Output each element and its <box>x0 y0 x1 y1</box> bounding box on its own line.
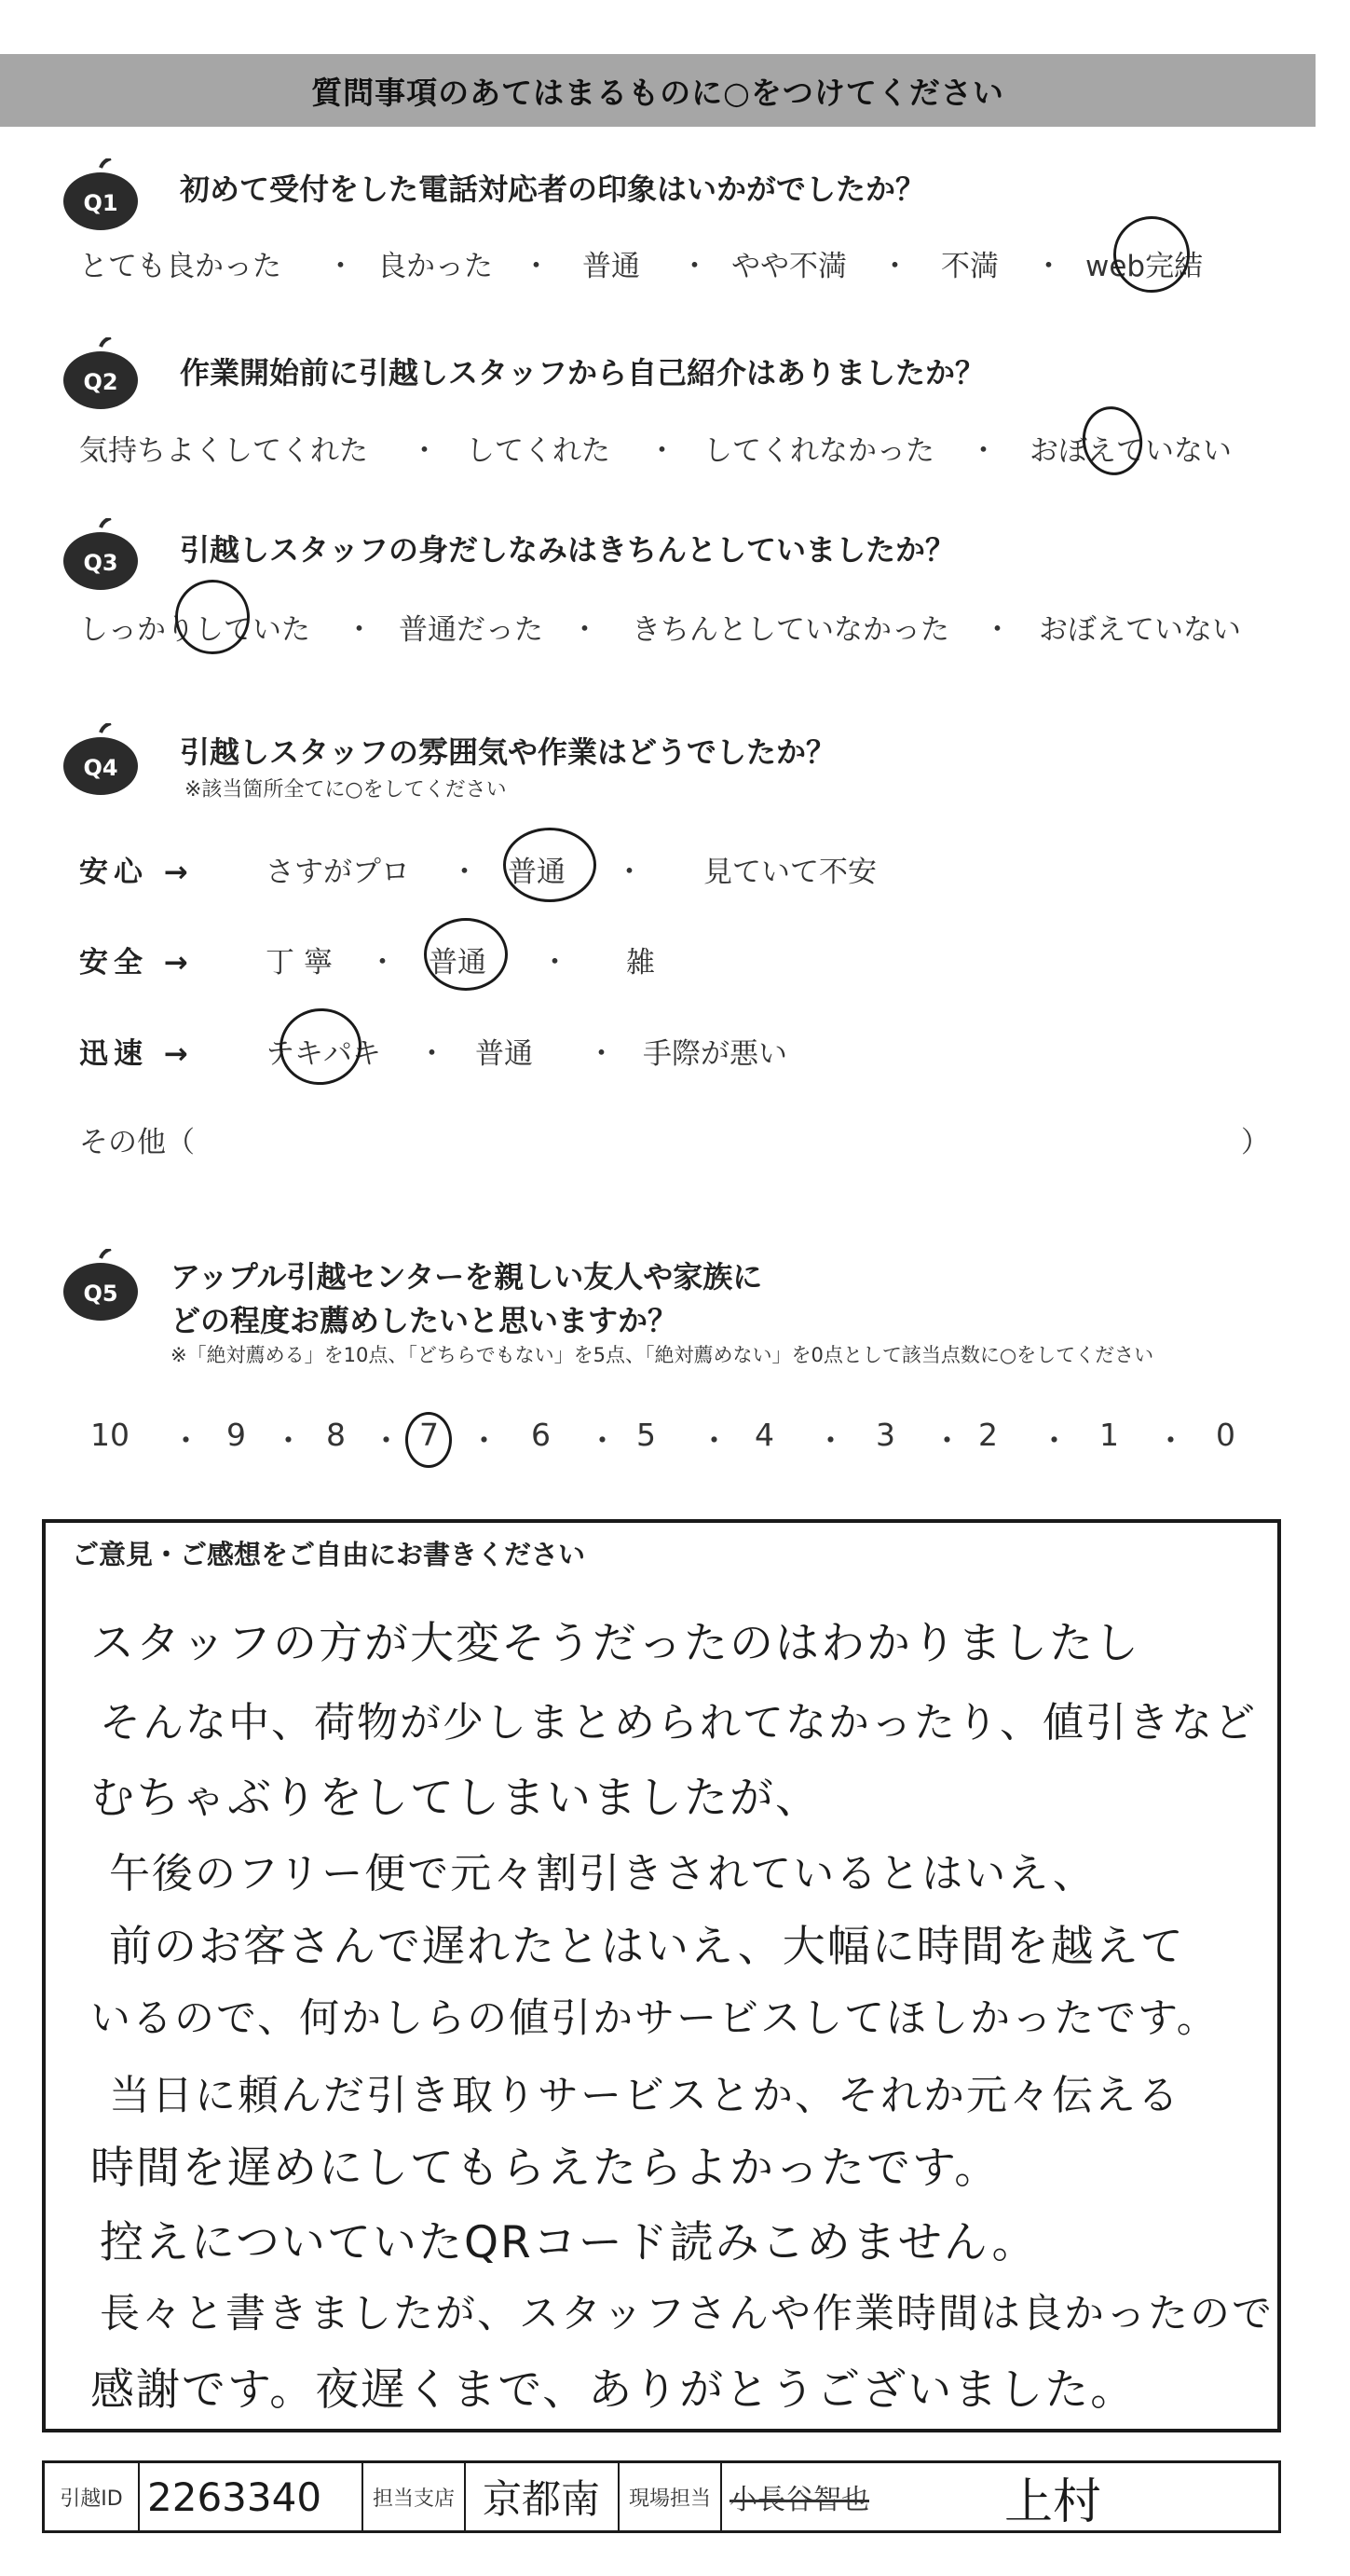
apple-badge-icon <box>61 158 141 231</box>
footer-table <box>42 2460 1281 2533</box>
apple-badge-icon <box>61 518 141 591</box>
q1-option-1[interactable]: とても良かった <box>79 250 281 283</box>
comments-title: ご意見・ご感想をご自由にお書きください <box>72 1539 586 1570</box>
scale-10[interactable]: 10 <box>90 1417 130 1453</box>
comment-line-4: 午後のフリー便で元々割引きされているとはいえ、 <box>109 1850 1096 1898</box>
q2-question: 作業開始前に引越しスタッフから自己紹介はありましたか？ <box>180 355 986 391</box>
scale-1[interactable]: 1 <box>1099 1417 1119 1453</box>
move-id-value: 2263340 <box>147 2473 322 2520</box>
q4-row-3-option-1[interactable]: テキパキ <box>266 1037 381 1071</box>
q1-option-3[interactable]: 普通 <box>582 250 640 283</box>
staff-label: 現場担当 <box>620 2463 720 2530</box>
scale-0[interactable]: 0 <box>1216 1417 1235 1453</box>
scale-4[interactable]: 4 <box>755 1417 774 1453</box>
q1-option-4[interactable]: やや不満 <box>731 250 847 283</box>
scale-7[interactable]: 7 <box>419 1417 439 1453</box>
q1-option-2[interactable]: 良かった <box>377 250 493 283</box>
q4-row-3-selection-circle <box>275 1003 367 1089</box>
comment-line-8: 時間を遅めにしてもらえたらよかったです。 <box>90 2143 1001 2194</box>
scale-3[interactable]: 3 <box>876 1417 895 1453</box>
apple-badge-icon <box>61 337 141 410</box>
branch-label: 担当支店 <box>363 2463 464 2530</box>
q4-row-1-label: 安心 → <box>79 856 194 889</box>
comment-line-7: 当日に頼んだ引き取りサービスとか、それか元々伝える <box>109 2072 1180 2119</box>
comment-line-2: そんな中、荷物が少しまとめられてなかったり、値引きなど <box>100 1699 1257 1747</box>
q1-option-6[interactable]: web完結 <box>1085 250 1204 283</box>
q4-row-2-option-1[interactable]: 丁寧 <box>266 946 342 980</box>
staff-struck-text: 小長谷智也 <box>730 2484 869 2516</box>
scale-2[interactable]: 2 <box>978 1417 998 1453</box>
comment-line-10: 長々と書きましたが、スタッフさんや作業時間は良かったので <box>100 2291 1274 2337</box>
comment-line-9: 控えについていたQRコード読みこめません。 <box>100 2217 1038 2268</box>
header-title: 質問事項のあてはまるものに○をつけてください <box>311 74 1004 111</box>
q2-badge-label: Q2 <box>83 369 118 395</box>
q4-row-2-selection-circle <box>424 918 508 991</box>
q5-scale: 10 ・ 9 ・ 8 ・ 7 ・ 6 ・ 5 ・ 4 ・ 3 ・ 2 ・ 1 ・ 0 <box>90 1417 1235 1459</box>
q4-row-2-label: 安全 → <box>79 946 194 980</box>
q1-badge <box>61 158 141 231</box>
q2-badge <box>61 337 141 410</box>
q5-question-line-1: アップル引越センターを親しい友人や家族に <box>170 1259 763 1295</box>
q5-selection-circle <box>405 1412 452 1468</box>
q2-option-4[interactable]: おぼえていない <box>1030 434 1232 468</box>
q4-badge-label: Q4 <box>83 755 118 781</box>
q4-other-close: ） <box>1241 1126 1270 1159</box>
staff-value: 上村 <box>1004 2473 1102 2530</box>
q3-option-3[interactable]: きちんとしていなかった <box>632 613 949 647</box>
q4-row-2-option-2[interactable]: 普通 <box>429 946 486 980</box>
scale-9[interactable]: 9 <box>226 1417 246 1453</box>
q3-badge <box>61 518 141 591</box>
q1-question: 初めて受付をした電話対応者の印象はいかがでしたか？ <box>180 171 926 207</box>
q4-row-1-selection-circle <box>503 828 596 902</box>
branch-value: 京都南 <box>483 2476 601 2522</box>
q1-selection-circle <box>1109 212 1195 298</box>
q4-row-1-option-3[interactable]: 見ていて不安 <box>703 856 877 889</box>
q2-option-1[interactable]: 気持ちよくしてくれた <box>79 434 368 468</box>
q4-question: 引越しスタッフの雰囲気や作業はどうでしたか？ <box>180 734 837 770</box>
scale-5[interactable]: 5 <box>636 1417 656 1453</box>
staff-struck-name <box>730 2463 1009 2530</box>
q3-option-2[interactable]: 普通だった <box>399 613 543 647</box>
move-id-label: 引越ID <box>45 2463 138 2530</box>
apple-badge-icon <box>61 723 141 796</box>
q5-badge <box>61 1249 141 1322</box>
q3-badge-label: Q3 <box>83 550 118 576</box>
comments-box[interactable] <box>42 1519 1281 2432</box>
q5-question-line-2: どの程度お薦めしたいと思いますか？ <box>170 1303 678 1338</box>
page-header <box>0 54 1316 127</box>
q4-row-3-option-2[interactable]: 普通 <box>475 1037 533 1071</box>
q4-row-1-option-1[interactable]: さすがプロ <box>266 856 410 889</box>
q4-other-open: その他（ <box>79 1126 195 1159</box>
comment-line-5: 前のお客さんで遅れたとはいえ、大幅に時間を越えて <box>109 1921 1185 1971</box>
q4-row-2-option-3[interactable]: 雑 <box>626 946 655 980</box>
q4-row-3-option-3[interactable]: 手際が悪い <box>643 1037 787 1071</box>
q4-row-1-option-2[interactable]: 普通 <box>508 856 566 889</box>
q2-option-3[interactable]: してくれなかった <box>703 434 934 468</box>
q3-option-4[interactable]: おぼえていない <box>1039 613 1241 647</box>
q4-row-3-label: 迅速 → <box>79 1037 194 1071</box>
comment-line-1: スタッフの方が大変そうだったのはわかりましたし <box>90 1618 1140 1669</box>
q5-badge-label: Q5 <box>83 1281 118 1307</box>
scale-8[interactable]: 8 <box>326 1417 346 1453</box>
q2-option-2[interactable]: してくれた <box>466 434 610 468</box>
comment-line-6: いるので、何かしらの値引かサービスしてほしかったです。 <box>90 1995 1219 2042</box>
q3-option-1[interactable]: しっかりしていた <box>79 613 310 647</box>
q1-badge-label: Q1 <box>83 190 118 216</box>
comment-line-3: むちゃぶりをしてしまいましたが、 <box>90 1773 821 1824</box>
q3-question: 引越しスタッフの身だしなみはきちんとしていましたか？ <box>180 532 956 568</box>
scale-6[interactable]: 6 <box>531 1417 551 1453</box>
q4-badge <box>61 723 141 796</box>
apple-badge-icon <box>61 1249 141 1322</box>
comment-line-11: 感謝です。夜遅くまで、ありがとうございました。 <box>90 2364 1137 2416</box>
q1-option-5[interactable]: 不満 <box>941 250 999 283</box>
q5-note: ※「絶対薦める」を10点、「どちらでもない」を5点、「絶対薦めない」を0点として該当点数に○をしてください <box>170 1344 1154 1366</box>
q4-note: ※該当箇所全てに○をしてください <box>184 778 507 802</box>
